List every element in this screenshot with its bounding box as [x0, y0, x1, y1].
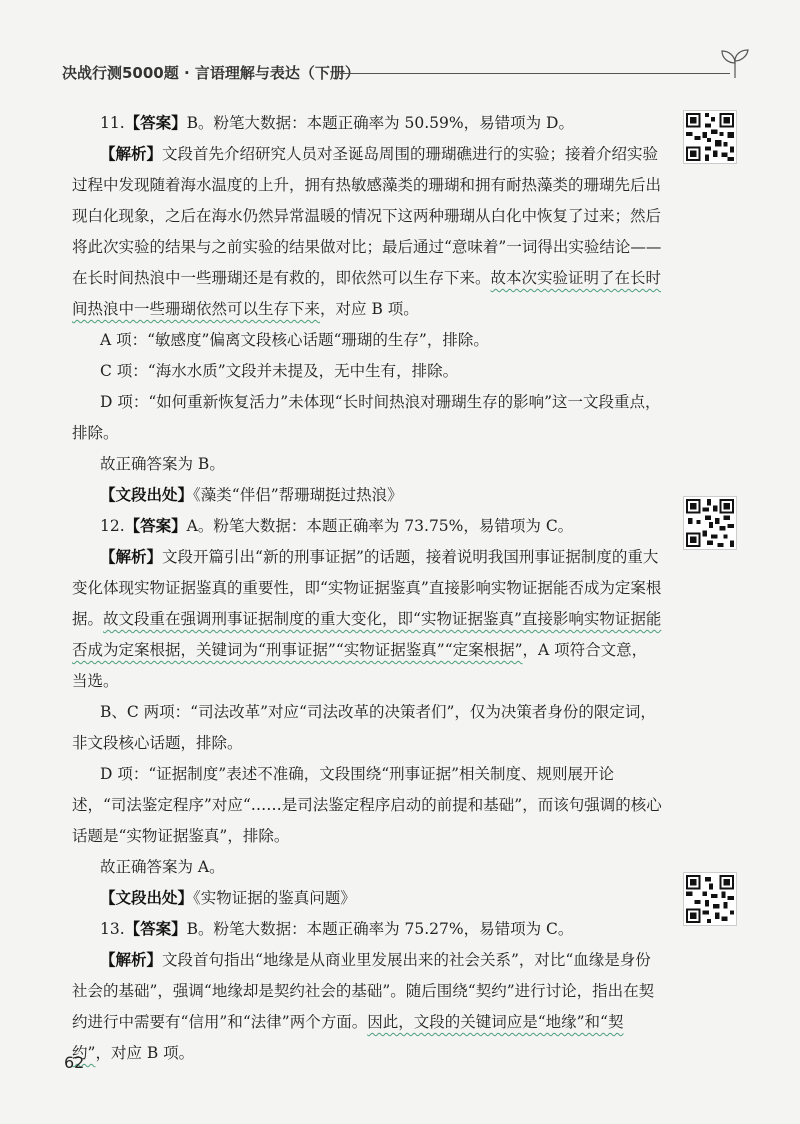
analysis-paragraph: 【解析】文段首句指出“地缘是从商业里发展出来的社会关系”，对比“血缘是身份社会的基础”，强调“地缘却是契约社会的基础”。随后围绕“契约”进行讨论，指出在契约进行中需要有“信用”和“法律”两个方面。因此，文段的关键词应是“地缘”和“契约”，对应 B 项。	[72, 951, 655, 1062]
source-tag: 【文段出处】	[100, 889, 194, 907]
source-line: 【文段出处】《藻类“伴侣”帮珊瑚挺过热浪》	[100, 486, 403, 504]
qr-code-icon[interactable]	[683, 872, 737, 926]
sprout-icon	[718, 46, 752, 80]
source-line: 【文段出处】《实物证据的鉴真问题》	[100, 889, 356, 907]
source-tag: 【文段出处】	[100, 486, 194, 504]
answer-tag: 【答案】	[124, 920, 187, 938]
page-number: 62	[64, 1053, 85, 1072]
answer-tag: 【答案】	[124, 114, 187, 132]
header-title: 决战行测5000题 · 言语理解与表达（下册）	[62, 64, 360, 82]
answer-line: 13.【答案】B。粉笔大数据：本题正确率为 75.27%，易错项为 C。	[100, 920, 574, 938]
option-explanation: D 项：“证据制度”表述不准确，文段围绕“刑事证据”相关制度、规则展开论述，“司法鉴定程序”对应“……是司法鉴定程序启动的前提和基础”，而该句强调的核心话题是“实物证据鉴真”，排除。	[72, 765, 662, 845]
option-explanation: B、C 两项：“司法改革”对应“司法改革的决策者们”，仅为决策者身份的限定词，非文段核心话题，排除。	[72, 703, 656, 752]
option-explanation: A 项：“敏感度”偏离文段核心话题“珊瑚的生存”，排除。	[100, 331, 489, 349]
option-explanation: D 项：“如何重新恢复活力”未体现“长时间热浪对珊瑚生存的影响”这一文段重点，排除。	[72, 393, 661, 442]
key-sentence-underlined: 因此，文段的关键词应是“地缘”和“契约”	[72, 1013, 624, 1062]
key-sentence-underlined: 故本次实验证明了在长时间热浪中一些珊瑚依然可以生存下来	[72, 269, 662, 318]
conclusion: 故正确答案为 B。	[100, 455, 225, 473]
conclusion: 故正确答案为 A。	[100, 858, 225, 876]
analysis-tag: 【解析】	[100, 145, 163, 163]
answer-line: 12.【答案】A。粉笔大数据：本题正确率为 73.75%，易错项为 C。	[100, 517, 574, 535]
key-sentence-underlined: 故文段重在强调刑事证据制度的重大变化，即“实物证据鉴真”直接影响实物证据能否成为定案根据，关键词为“刑事证据”“实物证据鉴真”“定案根据”	[72, 610, 662, 659]
qr-code-icon[interactable]	[683, 110, 737, 164]
analysis-tag: 【解析】	[100, 548, 163, 566]
option-explanation: C 项：“海水水质”文段并未提及，无中生有，排除。	[100, 362, 459, 380]
answer-tag: 【答案】	[124, 517, 187, 535]
analysis-tag: 【解析】	[100, 951, 163, 969]
analysis-paragraph: 【解析】文段首先介绍研究人员对圣诞岛周围的珊瑚礁进行的实验；接着介绍实验过程中发现随着海水温度的上升，拥有热敏感藻类的珊瑚和拥有耐热藻类的珊瑚先后出现白化现象，之后在海水仍然异常温暖的情况下这两种珊瑚从白化中恢复了过来；然后将此次实验的结果与之前实验的结果做对比；最后通过“意味着”一词得出实验结论——在长时间热浪中一些珊瑚还是有救的，即依然可以生存下来。故本次实验证明了在长时间热浪中一些珊瑚依然可以生存下来，对应 B 项。	[72, 145, 662, 318]
answer-line: 11.【答案】B。粉笔大数据：本题正确率为 50.59%，易错项为 D。	[100, 114, 574, 132]
running-header	[62, 60, 752, 90]
qr-code-icon[interactable]	[683, 496, 737, 550]
header-rule	[340, 73, 730, 74]
analysis-paragraph: 【解析】文段开篇引出“新的刑事证据”的话题，接着说明我国刑事证据制度的重大变化体现实物证据鉴真的重要性，即“实物证据鉴真”直接影响实物证据能否成为定案根据。故文段重在强调刑事证据制度的重大变化，即“实物证据鉴真”直接影响实物证据能否成为定案根据，关键词为“刑事证据”“实物证据鉴真”“定案根据”，A 项符合文意，当选。	[72, 548, 662, 690]
answer-explanations	[72, 108, 662, 1069]
